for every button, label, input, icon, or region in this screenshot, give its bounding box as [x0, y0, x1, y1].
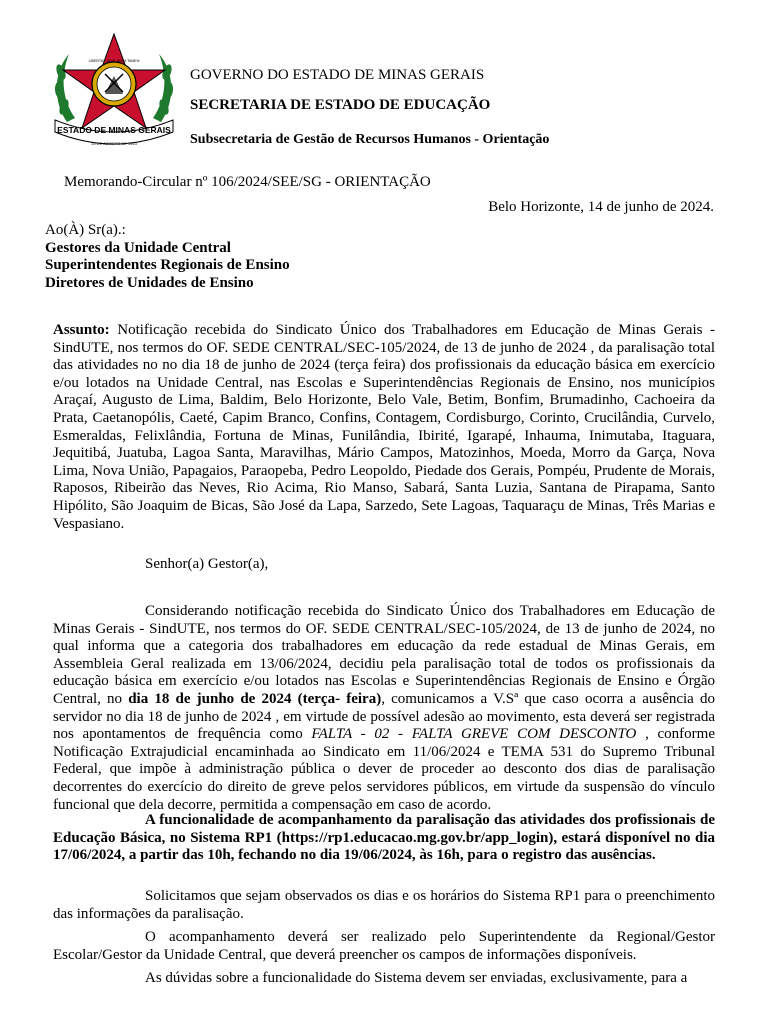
- recipient-line: Gestores da Unidade Central: [45, 239, 231, 256]
- paragraph-rp1-system: A funcionalidade de acompanhamento da paralisação das atividades dos profissionais de Educação Básica, no Sistema RP1 (https://rp1.educacao.mg.gov.br/app_login), estará disponível no dia 17/06/2024, a partir das 10h, fechando no dia 19/06/2024, às 16h, para o registro das ausências.: [53, 812, 715, 864]
- secretariat-name: SECRETARIA DE ESTADO DE EDUCAÇÃO: [190, 97, 491, 113]
- greeting: Senhor(a) Gestor(a),: [145, 556, 269, 572]
- paragraph-responsibility: O acompanhamento deverá ser realizado pelo Superintendente da Regional/Gestor Escolar/Gestor da Unidade Central, que deverá preencher os campos de informações disponíveis.: [53, 929, 715, 963]
- absence-code: FALTA - 02 - FALTA GREVE COM DESCONTO: [311, 726, 637, 743]
- subsecretariat-name: Subsecretaria de Gestão de Recursos Humanos - Orientação: [190, 132, 550, 147]
- recipient-line: Superintendentes Regionais de Ensino: [45, 257, 290, 274]
- paragraph1-part3: , conforme Notificação Extrajudicial encaminhada ao Sindicato em 11/06/2024 e TEMA 531 do Supremo Tribunal Federal, que impõe à administração pública o dever de proceder ao desconto dos dias de paralisação decorrentes do exercício do direito de greve pelos servidores públicos, em virtude da suspensão do vínculo funcional que dela decorre, permitida a compensação em caso de acordo.: [53, 726, 715, 813]
- subject-label: Assunto:: [53, 322, 110, 338]
- strike-date: dia 18 de junho de 2024 (terça- feira): [128, 690, 382, 707]
- coat-of-arms-date: 15 DE AGOSTO DE 1963: [91, 141, 137, 146]
- memo-date: Belo Horizonte, 14 de junho de 2024.: [488, 199, 714, 215]
- minas-gerais-coat-of-arms-icon: [47, 32, 181, 150]
- subject-paragraph: [53, 322, 715, 533]
- paragraph-schedule: Solicitamos que sejam observados os dias e os horários do Sistema RP1 para o preenchimento das informações da paralisação.: [53, 888, 715, 922]
- subject-text: Notificação recebida do Sindicato Único dos Trabalhadores em Educação de Minas Gerais - SindUTE, nos termos do OF. SEDE CENTRAL/SEC-105/2024, de 13 de junho de 2024 , da paralisação total das atividades no no dia 18 de junho de 2024 (terça feira) dos profissionais da educação básica em exercício e/ou lotados na Unidade Central, nas Escolas e Superintendências Regionais de Ensino, nos municípios Araçaí, Augusto de Lima, Baldim, Belo Horizonte, Belo Vale, Betim, Bonfim, Brumadinho, Cachoeira da Prata, Caetanopólis, Caeté, Capim Branco, Confins, Contagem, Cordisburgo, Corinto, Crucilândia, Curvelo, Esmeraldas, Felixlândia, Fortuna de Minas, Funilândia, Ibirité, Igarapé, Inhauma, Inimutaba, Itaguara, Jequitibá, Juatuba, Lagoa Santa, Maravilhas, Mário Campos, Matozinhos, Moeda, Morro da Garça, Nova Lima, Nova União, Papagaios, Paraopeba, Pedro Leopoldo, Piedade dos Gerais, Pompéu, Prudente de Morais, Raposos, Ribeirão das Neves, Rio Acima, Rio Manso, Sabará, Santa Luzia, Santana de Pirapama, Santo Hipólito, São Joaquim de Bicas, São José da Lapa, Sarzedo, Sete Lagoas, Taquaraçu de Minas, Três Marias e Vespasiano.: [53, 322, 716, 532]
- recipient-line: Diretores de Unidades de Ensino: [45, 274, 254, 291]
- memo-number: Memorando-Circular nº 106/2024/SEE/SG - ORIENTAÇÃO: [64, 174, 431, 190]
- paragraph1-part2: , comunicamos a V.Sª que caso ocorra a ausência do servidor no dia 18 de junho de 2024 , em virtude de possível adesão ao movimento, esta deverá ser registrada nos apontamentos de frequência como: [53, 690, 715, 743]
- recipients-salutation: Ao(À) Sr(a).:: [45, 222, 126, 238]
- paragraph-questions: As dúvidas sobre a funcionalidade do Sistema devem ser enviadas, exclusivamente, para a: [145, 970, 688, 986]
- government-name: GOVERNO DO ESTADO DE MINAS GERAIS: [190, 67, 485, 83]
- coat-of-arms-state-name: ESTADO DE MINAS GERAIS: [57, 125, 171, 135]
- coat-of-arms-motto: LIBERTAS QUÆ SERA TAMEN: [88, 59, 140, 63]
- recipients-block: [45, 222, 290, 292]
- paragraph-notification: [53, 603, 715, 814]
- paragraph1-part1: Considerando notificação recebida do Sindicato Único dos Trabalhadores em Educação de Minas Gerais - SindUTE, nos termos do OF. SEDE CENTRAL/SEC-105/2024, de 13 de junho de 2024, no qual informa que a categoria dos trabalhadores em educação da rede estadual de Minas Gerais, em Assembleia Geral realizada em 13/06/2024, decidiu pela paralisação total de todos os profissionais da educação básica em exercício e/ou lotados nas Escolas e Superintendências Regionais de Ensino e Órgão Central, no: [53, 603, 715, 707]
